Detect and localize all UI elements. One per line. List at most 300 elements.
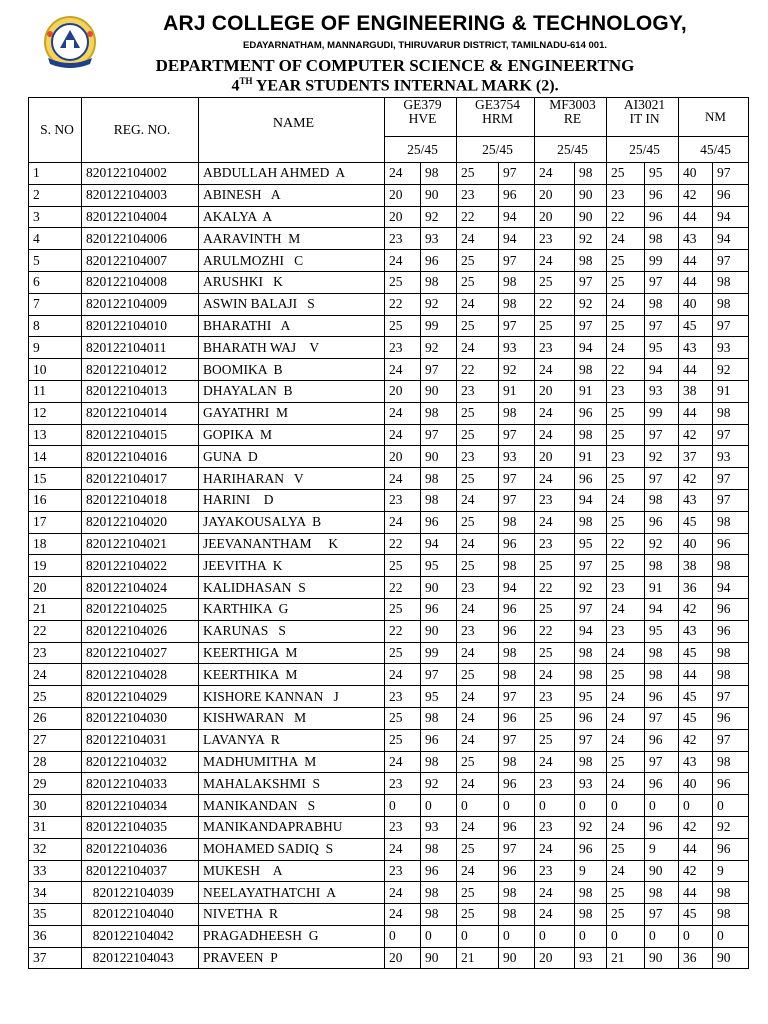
table-row (29, 359, 749, 381)
cell-c1-mark: 97 (421, 424, 457, 446)
cell-name: AARAVINTH M (199, 228, 385, 250)
cell-sno: 34 (29, 882, 82, 904)
cell-sno: 10 (29, 359, 82, 381)
cell-c4-mark: 96 (645, 729, 679, 751)
table-row (29, 642, 749, 664)
cell-c1-mark: 95 (421, 555, 457, 577)
cell-c1-internal: 20 (385, 947, 421, 969)
table-row (29, 424, 749, 446)
header-sno: S. NO (29, 98, 82, 163)
cell-c3-mark: 98 (575, 642, 607, 664)
cell-c2-internal: 24 (457, 293, 499, 315)
cell-c4-internal: 25 (607, 250, 645, 272)
cell-c2-internal: 25 (457, 163, 499, 185)
cell-c2-mark: 96 (499, 816, 535, 838)
table-row (29, 577, 749, 599)
cell-sno: 36 (29, 925, 82, 947)
cell-c5-mark: 98 (713, 882, 749, 904)
cell-name: AKALYA A (199, 206, 385, 228)
cell-c5-internal: 42 (679, 860, 713, 882)
cell-c3-internal: 25 (535, 598, 575, 620)
cell-sno: 20 (29, 577, 82, 599)
cell-c4-mark: 96 (645, 184, 679, 206)
cell-reg-no: 820122104043 (82, 947, 199, 969)
cell-c2-internal: 25 (457, 751, 499, 773)
cell-name: ARUSHKI K (199, 271, 385, 293)
cell-c3-internal: 25 (535, 555, 575, 577)
cell-c5-mark: 96 (713, 184, 749, 206)
cell-name: NIVETHA R (199, 904, 385, 926)
cell-c3-internal: 24 (535, 751, 575, 773)
cell-c1-internal: 24 (385, 424, 421, 446)
cell-c4-mark: 97 (645, 751, 679, 773)
cell-c5-mark: 97 (713, 163, 749, 185)
cell-c3-internal: 25 (535, 315, 575, 337)
cell-c4-mark: 95 (645, 620, 679, 642)
cell-c4-mark: 92 (645, 533, 679, 555)
cell-c4-mark: 98 (645, 489, 679, 511)
cell-sno: 15 (29, 468, 82, 490)
course-4-name: IT IN (629, 111, 660, 126)
cell-c4-internal: 24 (607, 686, 645, 708)
cell-c4-internal: 23 (607, 577, 645, 599)
cell-c2-internal: 24 (457, 707, 499, 729)
cell-name: KALIDHASAN S (199, 577, 385, 599)
cell-c1-mark: 93 (421, 228, 457, 250)
cell-c3-internal: 23 (535, 860, 575, 882)
cell-name: HARINI D (199, 489, 385, 511)
cell-c4-internal: 22 (607, 206, 645, 228)
cell-c4-mark: 96 (645, 816, 679, 838)
cell-c5-internal: 37 (679, 446, 713, 468)
cell-c4-internal: 24 (607, 642, 645, 664)
cell-reg-no: 820122104035 (82, 816, 199, 838)
cell-name: MAHALAKSHMI S (199, 773, 385, 795)
cell-c4-internal: 25 (607, 904, 645, 926)
header-course-4 (607, 98, 679, 137)
cell-c4-internal: 22 (607, 359, 645, 381)
cell-c2-internal: 25 (457, 271, 499, 293)
cell-c3-internal: 24 (535, 904, 575, 926)
cell-c4-mark: 98 (645, 642, 679, 664)
cell-sno: 24 (29, 664, 82, 686)
cell-c2-mark: 98 (499, 511, 535, 533)
cell-name: GUNA D (199, 446, 385, 468)
cell-c5-mark: 94 (713, 206, 749, 228)
cell-c3-internal: 23 (535, 489, 575, 511)
cell-c3-internal: 24 (535, 250, 575, 272)
cell-c1-internal: 20 (385, 446, 421, 468)
course-1-code: GE379 (403, 97, 442, 112)
sheet-title (60, 76, 730, 95)
cell-name: ASWIN BALAJI S (199, 293, 385, 315)
cell-c2-internal: 25 (457, 468, 499, 490)
max-marks-2: 25/45 (457, 137, 535, 163)
cell-c3-internal: 22 (535, 577, 575, 599)
cell-c4-mark: 99 (645, 250, 679, 272)
cell-c1-mark: 94 (421, 533, 457, 555)
cell-c4-internal: 25 (607, 315, 645, 337)
cell-c4-internal: 25 (607, 402, 645, 424)
cell-reg-no: 820122104013 (82, 380, 199, 402)
cell-c2-internal: 25 (457, 250, 499, 272)
cell-c4-mark: 9 (645, 838, 679, 860)
cell-c2-mark: 97 (499, 729, 535, 751)
cell-reg-no: 820122104018 (82, 489, 199, 511)
cell-c4-internal: 22 (607, 533, 645, 555)
cell-c5-internal: 40 (679, 773, 713, 795)
cell-c1-internal: 25 (385, 271, 421, 293)
internal-marks-table (28, 97, 749, 969)
cell-c1-mark: 97 (421, 359, 457, 381)
cell-reg-no: 820122104037 (82, 860, 199, 882)
cell-c2-internal: 25 (457, 402, 499, 424)
cell-c4-mark: 0 (645, 925, 679, 947)
cell-sno: 17 (29, 511, 82, 533)
cell-c2-mark: 98 (499, 664, 535, 686)
table-row (29, 773, 749, 795)
cell-c1-internal: 24 (385, 250, 421, 272)
cell-sno: 33 (29, 860, 82, 882)
cell-c2-mark: 98 (499, 904, 535, 926)
cell-c4-internal: 23 (607, 184, 645, 206)
cell-sno: 19 (29, 555, 82, 577)
cell-c5-internal: 44 (679, 838, 713, 860)
cell-c4-mark: 92 (645, 446, 679, 468)
cell-reg-no: 820122104031 (82, 729, 199, 751)
cell-c2-mark: 97 (499, 250, 535, 272)
cell-c5-mark: 92 (713, 359, 749, 381)
cell-c3-internal: 24 (535, 664, 575, 686)
cell-c3-internal: 23 (535, 816, 575, 838)
cell-c5-mark: 96 (713, 707, 749, 729)
cell-c2-internal: 25 (457, 555, 499, 577)
cell-c1-internal: 24 (385, 402, 421, 424)
table-row (29, 729, 749, 751)
cell-c2-internal: 22 (457, 206, 499, 228)
cell-c4-mark: 98 (645, 228, 679, 250)
cell-reg-no: 820122104033 (82, 773, 199, 795)
table-row (29, 904, 749, 926)
cell-c2-mark: 97 (499, 838, 535, 860)
cell-c1-internal: 20 (385, 380, 421, 402)
cell-c1-mark: 98 (421, 489, 457, 511)
cell-c3-mark: 98 (575, 250, 607, 272)
cell-c4-internal: 25 (607, 511, 645, 533)
table-row (29, 816, 749, 838)
cell-c4-mark: 91 (645, 577, 679, 599)
cell-c5-internal: 44 (679, 250, 713, 272)
cell-c1-mark: 98 (421, 402, 457, 424)
cell-c4-internal: 25 (607, 555, 645, 577)
cell-c3-mark: 98 (575, 664, 607, 686)
cell-reg-no: 820122104034 (82, 795, 199, 817)
cell-sno: 2 (29, 184, 82, 206)
cell-c2-mark: 90 (499, 947, 535, 969)
cell-c5-mark: 98 (713, 555, 749, 577)
cell-sno: 23 (29, 642, 82, 664)
table-row (29, 446, 749, 468)
cell-c1-mark: 97 (421, 664, 457, 686)
cell-name: MOHAMED SADIQ S (199, 838, 385, 860)
cell-c4-mark: 98 (645, 293, 679, 315)
cell-reg-no: 820122104026 (82, 620, 199, 642)
cell-sno: 30 (29, 795, 82, 817)
cell-c2-mark: 96 (499, 598, 535, 620)
cell-c1-mark: 98 (421, 751, 457, 773)
cell-c2-internal: 23 (457, 620, 499, 642)
cell-c5-internal: 45 (679, 686, 713, 708)
cell-reg-no: 820122104004 (82, 206, 199, 228)
cell-c4-mark: 96 (645, 511, 679, 533)
cell-c3-internal: 25 (535, 729, 575, 751)
cell-c3-mark: 94 (575, 620, 607, 642)
cell-c5-internal: 0 (679, 925, 713, 947)
cell-sno: 31 (29, 816, 82, 838)
cell-c1-mark: 90 (421, 577, 457, 599)
cell-c2-internal: 23 (457, 380, 499, 402)
table-row (29, 686, 749, 708)
cell-c4-internal: 25 (607, 163, 645, 185)
header-course-3 (535, 98, 607, 137)
cell-c5-mark: 96 (713, 533, 749, 555)
cell-c3-mark: 96 (575, 468, 607, 490)
cell-c1-internal: 24 (385, 882, 421, 904)
table-row (29, 838, 749, 860)
cell-c4-internal: 24 (607, 729, 645, 751)
cell-sno: 37 (29, 947, 82, 969)
cell-c5-mark: 96 (713, 838, 749, 860)
cell-c5-mark: 93 (713, 446, 749, 468)
cell-c5-internal: 44 (679, 882, 713, 904)
cell-name: GAYATHRI M (199, 402, 385, 424)
cell-sno: 21 (29, 598, 82, 620)
cell-reg-no: 820122104040 (82, 904, 199, 926)
cell-c2-mark: 97 (499, 163, 535, 185)
cell-sno: 35 (29, 904, 82, 926)
cell-sno: 29 (29, 773, 82, 795)
cell-c5-internal: 44 (679, 206, 713, 228)
cell-c5-internal: 36 (679, 577, 713, 599)
course-2-code: GE3754 (475, 97, 520, 112)
cell-c2-internal: 24 (457, 860, 499, 882)
cell-c4-mark: 96 (645, 686, 679, 708)
cell-c1-mark: 96 (421, 598, 457, 620)
cell-reg-no: 820122104024 (82, 577, 199, 599)
cell-c2-internal: 0 (457, 925, 499, 947)
cell-c5-mark: 92 (713, 816, 749, 838)
cell-c1-mark: 98 (421, 271, 457, 293)
cell-reg-no: 820122104014 (82, 402, 199, 424)
cell-reg-no: 820122104027 (82, 642, 199, 664)
cell-c3-internal: 24 (535, 359, 575, 381)
cell-c4-internal: 25 (607, 424, 645, 446)
cell-c2-internal: 24 (457, 337, 499, 359)
cell-c5-mark: 94 (713, 577, 749, 599)
cell-c2-mark: 98 (499, 555, 535, 577)
cell-c5-internal: 42 (679, 598, 713, 620)
cell-name: NEELAYATHATCHI A (199, 882, 385, 904)
cell-c2-internal: 25 (457, 904, 499, 926)
cell-c4-mark: 97 (645, 424, 679, 446)
cell-c3-mark: 98 (575, 751, 607, 773)
cell-c2-mark: 91 (499, 380, 535, 402)
cell-sno: 4 (29, 228, 82, 250)
table-row (29, 163, 749, 185)
department-title: DEPARTMENT OF COMPUTER SCIENCE & ENGINEERTNG (155, 56, 635, 75)
cell-c4-internal: 24 (607, 816, 645, 838)
cell-c1-mark: 96 (421, 250, 457, 272)
cell-c1-mark: 98 (421, 707, 457, 729)
cell-c4-internal: 25 (607, 838, 645, 860)
cell-c3-mark: 92 (575, 816, 607, 838)
table-row (29, 947, 749, 969)
cell-c2-mark: 98 (499, 271, 535, 293)
cell-c2-internal: 24 (457, 729, 499, 751)
cell-name: PRAGADHEESH G (199, 925, 385, 947)
cell-c1-internal: 20 (385, 206, 421, 228)
cell-c3-mark: 0 (575, 795, 607, 817)
cell-c1-internal: 23 (385, 228, 421, 250)
table-row (29, 402, 749, 424)
cell-c3-internal: 22 (535, 620, 575, 642)
header-reg-no: REG. NO. (82, 98, 199, 163)
cell-c5-mark: 98 (713, 511, 749, 533)
cell-c3-mark: 97 (575, 598, 607, 620)
cell-c4-internal: 25 (607, 271, 645, 293)
cell-c5-internal: 36 (679, 947, 713, 969)
cell-c3-internal: 22 (535, 293, 575, 315)
table-row (29, 860, 749, 882)
table-row (29, 206, 749, 228)
cell-c4-mark: 96 (645, 206, 679, 228)
cell-reg-no: 820122104015 (82, 424, 199, 446)
cell-c1-mark: 99 (421, 642, 457, 664)
cell-c2-internal: 23 (457, 446, 499, 468)
table-row (29, 337, 749, 359)
cell-c3-mark: 93 (575, 947, 607, 969)
cell-c5-mark: 98 (713, 904, 749, 926)
cell-c2-internal: 24 (457, 686, 499, 708)
student-rows (29, 163, 749, 969)
cell-c5-mark: 98 (713, 642, 749, 664)
cell-c2-mark: 96 (499, 860, 535, 882)
cell-c1-internal: 20 (385, 184, 421, 206)
cell-c2-internal: 25 (457, 882, 499, 904)
cell-c5-internal: 42 (679, 729, 713, 751)
table-row (29, 228, 749, 250)
cell-c3-mark: 94 (575, 489, 607, 511)
cell-c2-mark: 97 (499, 489, 535, 511)
cell-c4-internal: 24 (607, 860, 645, 882)
cell-name: KISHORE KANNAN J (199, 686, 385, 708)
max-marks-4: 25/45 (607, 137, 679, 163)
table-row (29, 380, 749, 402)
table-row (29, 489, 749, 511)
cell-reg-no: 820122104022 (82, 555, 199, 577)
header-name: NAME (199, 98, 385, 163)
cell-c1-mark: 0 (421, 925, 457, 947)
cell-c5-internal: 44 (679, 359, 713, 381)
cell-c3-mark: 91 (575, 380, 607, 402)
table-row (29, 184, 749, 206)
cell-c4-internal: 25 (607, 751, 645, 773)
cell-sno: 11 (29, 380, 82, 402)
cell-c4-internal: 24 (607, 707, 645, 729)
cell-c5-mark: 98 (713, 293, 749, 315)
cell-c4-mark: 96 (645, 773, 679, 795)
cell-c4-internal: 21 (607, 947, 645, 969)
cell-c1-internal: 25 (385, 555, 421, 577)
title-ordinal: TH (239, 76, 253, 86)
cell-c1-mark: 98 (421, 882, 457, 904)
cell-c1-mark: 90 (421, 620, 457, 642)
cell-c1-internal: 25 (385, 642, 421, 664)
cell-c5-internal: 43 (679, 337, 713, 359)
cell-c1-internal: 23 (385, 337, 421, 359)
college-name: ARJ COLLEGE OF ENGINEERING & TECHNOLOGY, (163, 12, 687, 35)
header-course-5 (679, 98, 749, 137)
table-row (29, 664, 749, 686)
cell-c2-internal: 25 (457, 424, 499, 446)
cell-c4-mark: 97 (645, 271, 679, 293)
max-marks-3: 25/45 (535, 137, 607, 163)
cell-c1-internal: 25 (385, 598, 421, 620)
cell-c4-internal: 23 (607, 446, 645, 468)
cell-c3-internal: 20 (535, 947, 575, 969)
course-3-code: MF3003 (549, 97, 596, 112)
cell-c4-mark: 99 (645, 402, 679, 424)
cell-c3-mark: 98 (575, 424, 607, 446)
cell-reg-no: 820122104030 (82, 707, 199, 729)
cell-reg-no: 820122104002 (82, 163, 199, 185)
cell-c4-mark: 97 (645, 707, 679, 729)
cell-name: KEERTHIGA M (199, 642, 385, 664)
cell-sno: 6 (29, 271, 82, 293)
cell-c1-internal: 25 (385, 729, 421, 751)
cell-c2-internal: 24 (457, 598, 499, 620)
cell-c3-mark: 90 (575, 206, 607, 228)
cell-c5-internal: 44 (679, 402, 713, 424)
cell-c1-mark: 92 (421, 337, 457, 359)
cell-name: KARTHIKA G (199, 598, 385, 620)
cell-name: ARULMOZHI C (199, 250, 385, 272)
cell-c3-mark: 92 (575, 577, 607, 599)
cell-sno: 3 (29, 206, 82, 228)
cell-name: DHAYALAN B (199, 380, 385, 402)
cell-c2-mark: 92 (499, 359, 535, 381)
cell-c1-mark: 90 (421, 446, 457, 468)
cell-sno: 28 (29, 751, 82, 773)
cell-c4-mark: 90 (645, 947, 679, 969)
cell-c5-mark: 97 (713, 424, 749, 446)
cell-name: HARIHARAN V (199, 468, 385, 490)
cell-c3-mark: 95 (575, 686, 607, 708)
course-5-name: NM (705, 109, 726, 124)
course-2-name: HRM (482, 111, 513, 126)
cell-c5-internal: 45 (679, 904, 713, 926)
cell-c2-internal: 25 (457, 838, 499, 860)
cell-c4-mark: 0 (645, 795, 679, 817)
cell-c5-mark: 90 (713, 947, 749, 969)
cell-c1-mark: 92 (421, 293, 457, 315)
cell-reg-no: 820122104007 (82, 250, 199, 272)
cell-c3-internal: 24 (535, 838, 575, 860)
cell-c2-mark: 97 (499, 424, 535, 446)
cell-c1-internal: 23 (385, 773, 421, 795)
cell-sno: 9 (29, 337, 82, 359)
cell-sno: 25 (29, 686, 82, 708)
